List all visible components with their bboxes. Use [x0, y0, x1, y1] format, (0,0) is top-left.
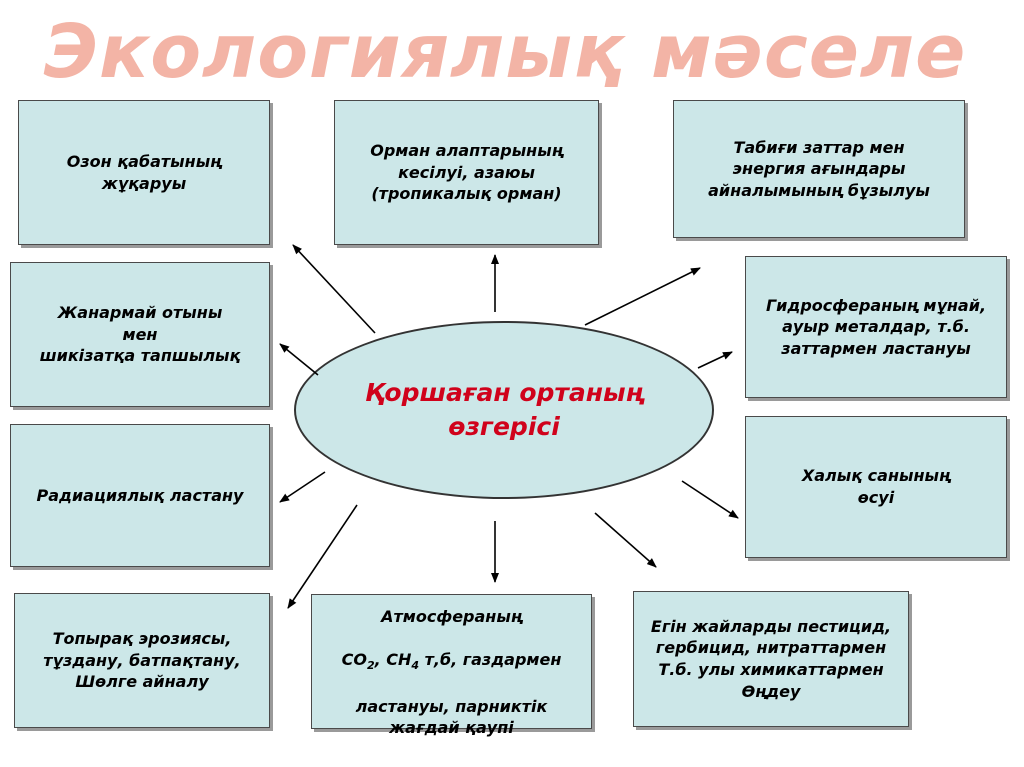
center-ellipse	[294, 321, 714, 499]
page-title: Экологиялық мәселе	[43, 9, 967, 95]
box-forest-text: Орман алаптарының кесілуі, азаюы (тропикалық орман)	[370, 141, 563, 204]
center-line-2: өзгерісі	[448, 412, 560, 441]
atmo-ch: , CH	[374, 649, 412, 669]
box-hydrosphere-pollution	[745, 256, 1007, 398]
arrow-to-hydro	[698, 352, 732, 368]
box-pesticide-treatment	[633, 591, 909, 727]
box-radiation	[10, 424, 270, 567]
box-ozone-depletion	[18, 100, 270, 245]
arrow-to-cycle	[585, 268, 700, 325]
box-cycle-text: Табиғи заттар мен энергия ағындары айналымының бұзылуы	[708, 137, 930, 200]
atmo-co: CO	[341, 649, 367, 669]
arrow-to-fuel	[280, 344, 318, 375]
atmo-rest: т,б, газдармен	[419, 649, 562, 669]
atmo-co-sub: 2	[366, 659, 375, 673]
box-population-growth	[745, 416, 1007, 558]
center-line-1: Қоршаған ортаның	[365, 378, 643, 408]
box-fuel-text: Жанармай отыны мен шикізатқа тапшылық	[39, 303, 241, 366]
box-population-text: Халық санының өсуі	[801, 466, 951, 507]
atmo-ch-sub: 4	[411, 659, 420, 673]
box-forest-loss	[334, 100, 599, 245]
arrow-to-pesticide	[595, 513, 656, 567]
atmo-line-3: ластануы, парниктік жағдай қаупі	[355, 696, 548, 738]
box-cycle-disruption	[673, 100, 965, 238]
box-atmosphere-text	[342, 584, 562, 739]
box-soil-erosion	[14, 593, 270, 728]
box-pesticide-text: Егін жайларды пестицид, гербицид, нитраттармен Т.б. улы химикаттармен Өңдеу	[650, 616, 892, 701]
atmo-line-1: Атмосфераның	[381, 606, 522, 626]
box-soil-text: Топырақ эрозиясы, тұздану, батпақтану, Шөлге айналу	[43, 629, 241, 692]
arrow-to-ozone	[293, 245, 375, 333]
box-hydro-text: Гидросфераның мұнай, ауыр металдар, т.б. заттармен ластануы	[765, 295, 987, 358]
box-fuel-shortage	[10, 262, 270, 407]
box-atmosphere-pollution	[311, 594, 592, 738]
arrow-to-population	[682, 481, 738, 518]
arrow-to-radiation	[280, 472, 325, 502]
box-ozone-text: Озон қабатының жұқаруы	[66, 151, 222, 193]
box-radiation-text: Радиациялық ластану	[36, 485, 244, 505]
